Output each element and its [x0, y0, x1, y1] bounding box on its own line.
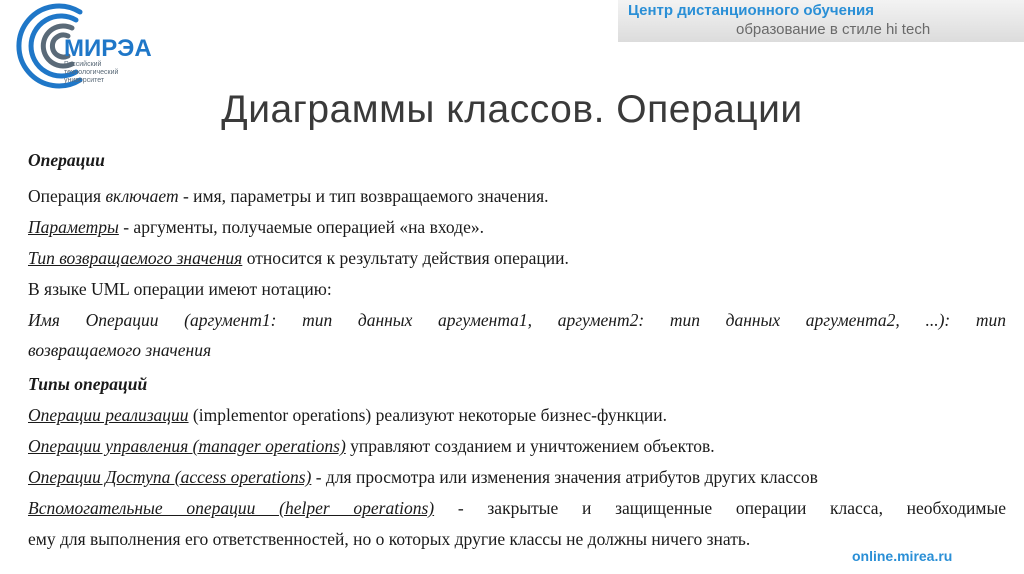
slide-title: Диаграммы классов. Операции: [221, 88, 803, 131]
header-banner: [618, 0, 1024, 42]
term-return-type: Тип возвращаемого значения: [28, 248, 243, 268]
line-helper-cont: ему для выполнения его ответственностей, но о которых другие классы не должны ничего знать.: [28, 529, 751, 549]
line-uml-notation: В языке UML операции имеют нотацию:: [28, 279, 332, 299]
logo-sub-2: технологический: [64, 69, 119, 76]
term-parameters: Параметры: [28, 217, 119, 237]
line-helper: Вспомогательные операции (helper operations) - закрытые и защищенные операции класса, необходимые: [28, 498, 1006, 518]
line-operation-includes: Операция включает - имя, параметры и тип возвращаемого значения.: [28, 186, 549, 206]
line-return-type: Тип возвращаемого значения относится к результату действия операции.: [28, 248, 569, 268]
line-notation-1: Имя Операции (аргумент1: тип данных аргумента1, аргумент2: тип данных аргумента2, ...): тип: [28, 310, 1006, 330]
center-name: Центр дистанционного обучения: [628, 2, 874, 19]
term-manager: Операции управления (manager operations): [28, 436, 346, 456]
line-parameters: Параметры - аргументы, получаемые операцией «на входе».: [28, 217, 484, 237]
line-access: Операции Доступа (access operations) - для просмотра или изменения значения атрибутов других классов: [28, 467, 818, 487]
logo-sub-3: университет: [64, 77, 105, 84]
term-access: Операции Доступа (access operations): [28, 467, 312, 487]
mirea-logo: [6, 0, 186, 92]
term-helper: Вспомогательные операции (helper operations): [28, 498, 435, 518]
heading-operation-types: Типы операций: [28, 374, 148, 394]
line-notation-2: возвращаемого значения: [28, 340, 212, 360]
line-implementor: Операции реализации (implementor operations) реализуют некоторые бизнес-функции.: [28, 405, 667, 425]
term-implementor: Операции реализации: [28, 405, 189, 425]
slogan: образование в стиле hi tech: [736, 21, 931, 38]
logo-text: МИРЭА: [64, 35, 152, 62]
site-url: online.mirea.ru: [852, 548, 953, 564]
line-manager: Операции управления (manager operations) управляют созданием и уничтожением объектов.: [28, 436, 715, 456]
logo-sub-1: Российский: [64, 61, 102, 68]
heading-operations: Операции: [28, 150, 105, 170]
